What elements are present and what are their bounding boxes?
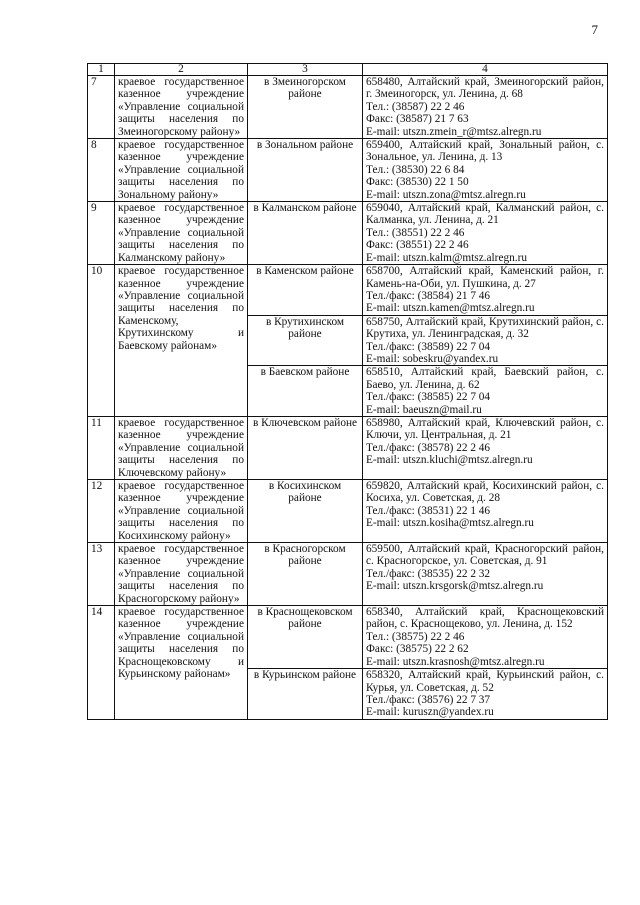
contact-details xyxy=(363,480,608,543)
table-row xyxy=(88,543,608,606)
row-number: 11 xyxy=(88,416,115,479)
table-row xyxy=(88,416,608,479)
contact-line: 658980, Алтайский край, Ключевский район, с. Ключи, ул. Центральная, д. 21 xyxy=(366,416,604,442)
contact-details xyxy=(363,265,608,316)
contact-details xyxy=(363,76,608,139)
institution-name: краевое государственное казенное учреждение «Управление социальной защиты населения по Змеиногорскому району» xyxy=(115,76,248,139)
email-line: E-mail: utszn.zona@mtsz.alregn.ru xyxy=(366,188,526,201)
contact-line: 658320, Алтайский край, Курьинский район, с. Курья, ул. Советская, д. 52 xyxy=(366,669,604,694)
institution-name: краевое государственное казенное учреждение «Управление социальной защиты населения по Ключевскому району» xyxy=(115,416,248,479)
table-row xyxy=(88,139,608,202)
institution-name: краевое государственное казенное учреждение «Управление социальной защиты населения по Зональному району» xyxy=(115,139,248,202)
contact-line: Тел.: (38575) 22 2 46 xyxy=(366,630,465,643)
row-number: 7 xyxy=(88,76,115,139)
email-line: E-mail: utszn.zmein_r@mtsz.alregn.ru xyxy=(366,125,542,138)
table-row xyxy=(88,202,608,265)
district-name: в Красногорском районе xyxy=(248,543,363,606)
contact-line: 658480, Алтайский край, Змеиногорский район, г. Змеиногорск, ул. Ленина, д. 68 xyxy=(366,76,604,101)
contact-line: Тел./факс: (38584) 21 7 46 xyxy=(366,289,491,302)
district-name: в Крутихинском районе xyxy=(248,315,363,366)
email-line: E-mail: utszn.kosiha@mtsz.alregn.ru xyxy=(366,517,534,530)
contact-details xyxy=(363,606,608,669)
contact-details xyxy=(363,669,608,720)
institution-name: краевое государственное казенное учреждение «Управление социальной защиты населения по Красногорскому району» xyxy=(115,543,248,606)
contact-details xyxy=(363,139,608,202)
table-row xyxy=(88,480,608,543)
district-name: в Каменском районе xyxy=(248,265,363,316)
email-line: E-mail: utszn.krsgorsk@mtsz.alregn.ru xyxy=(366,580,544,593)
contact-details xyxy=(363,202,608,265)
institution-name: краевое государственное казенное учреждение «Управление социальной защиты населения по Краснощековскому и Курьинскому районам» xyxy=(115,606,248,720)
email-line: E-mail: sobeskru@yandex.ru xyxy=(366,352,499,365)
email-line: E-mail: utszn.kamen@mtsz.alregn.ru xyxy=(366,302,535,315)
contact-line: Тел.: (38551) 22 2 46 xyxy=(366,226,465,239)
contact-line: 659820, Алтайский край, Косихинский район, с. Косиха, ул. Советская, д. 28 xyxy=(366,480,604,505)
contact-details xyxy=(363,366,608,417)
district-name: в Зональном районе xyxy=(248,139,363,202)
contact-line: Факс: (38551) 22 2 46 xyxy=(366,239,469,252)
page-number: 7 xyxy=(591,22,598,37)
table-body xyxy=(88,64,608,720)
institution-name: краевое государственное казенное учреждение «Управление социальной защиты населения по Калманскому району» xyxy=(115,202,248,265)
contact-line: 659040, Алтайский край, Калманский район, с. Калманка, ул. Ленина, д. 21 xyxy=(366,202,604,227)
table-row xyxy=(88,606,608,669)
district-name: в Баевском районе xyxy=(248,366,363,417)
contact-line: 658340, Алтайский край, Краснощековский район, с. Краснощеково, ул. Ленина, д. 152 xyxy=(366,606,604,631)
row-number: 12 xyxy=(88,480,115,543)
contact-line: Факс: (38575) 22 2 62 xyxy=(366,643,469,656)
table-row xyxy=(88,76,608,139)
contact-line: 658750, Алтайский край, Крутихинский район, с. Крутиха, ул. Ленинградская, д. 32 xyxy=(366,315,604,341)
contact-line: 659400, Алтайский край, Зональный район, с. Зональное, ул. Ленина, д. 13 xyxy=(366,139,604,164)
contact-details xyxy=(363,416,608,479)
email-line: E-mail: utszn.kalm@mtsz.alregn.ru xyxy=(366,251,527,264)
district-name: в Змеиногорском районе xyxy=(248,76,363,139)
contact-line: Тел./факс: (38585) 22 7 04 xyxy=(366,391,491,404)
column-header: 4 xyxy=(363,64,608,76)
contact-line: Тел.: (38530) 22 6 84 xyxy=(366,163,465,176)
district-name: в Калманском районе xyxy=(248,202,363,265)
column-header: 3 xyxy=(248,64,363,76)
email-line: E-mail: kuruszn@yandex.ru xyxy=(366,706,494,719)
contact-line: Тел./факс: (38578) 22 2 46 xyxy=(366,441,491,454)
contact-line: 658510, Алтайский край, Баевский район, с. Баево, ул. Ленина, д. 62 xyxy=(366,366,604,391)
email-line: E-mail: baeuszn@mail.ru xyxy=(366,403,482,416)
column-header: 1 xyxy=(88,64,115,76)
contact-details xyxy=(363,315,608,366)
contact-line: Тел./факс: (38535) 22 2 32 xyxy=(366,567,491,580)
email-line: E-mail: utszn.krasnosh@mtsz.alregn.ru xyxy=(366,655,545,668)
row-number: 13 xyxy=(88,543,115,606)
row-number: 14 xyxy=(88,606,115,720)
table-header-row xyxy=(88,64,608,76)
table-row xyxy=(88,265,608,316)
row-number: 9 xyxy=(88,202,115,265)
institutions-table xyxy=(87,63,608,720)
contact-line: Тел./факс: (38576) 22 7 37 xyxy=(366,693,491,706)
district-name: в Курьинском районе xyxy=(248,669,363,720)
institution-name: краевое государственное казенное учреждение «Управление социальной защиты населения по Косихинскому району» xyxy=(115,480,248,543)
contact-line: Тел./факс: (38589) 22 7 04 xyxy=(366,340,491,353)
contact-line: Тел./факс: (38531) 22 1 46 xyxy=(366,504,491,517)
contact-line: 659500, Алтайский край, Красногорский район, с. Красногорское, ул. Советская, д. 91 xyxy=(366,543,604,568)
district-name: в Ключевском районе xyxy=(248,416,363,479)
contact-line: Факс: (38530) 22 1 50 xyxy=(366,176,469,189)
row-number: 8 xyxy=(88,139,115,202)
district-name: в Краснощековском районе xyxy=(248,606,363,669)
contact-line: Тел.: (38587) 22 2 46 xyxy=(366,100,465,113)
row-number: 10 xyxy=(88,265,115,417)
column-header: 2 xyxy=(115,64,248,76)
institution-name: краевое государственное казенное учреждение «Управление социальной защиты населения по Каменскому, Крутихинскому и Баевскому районам» xyxy=(115,265,248,417)
contact-details xyxy=(363,543,608,606)
contact-line: 658700, Алтайский край, Каменский район, г. Камень-на-Оби, ул. Пушкина, д. 27 xyxy=(366,265,604,290)
contact-line: Факс: (38587) 21 7 63 xyxy=(366,113,469,126)
email-line: E-mail: utszn.kluchi@mtsz.alregn.ru xyxy=(366,454,533,467)
district-name: в Косихинском районе xyxy=(248,480,363,543)
